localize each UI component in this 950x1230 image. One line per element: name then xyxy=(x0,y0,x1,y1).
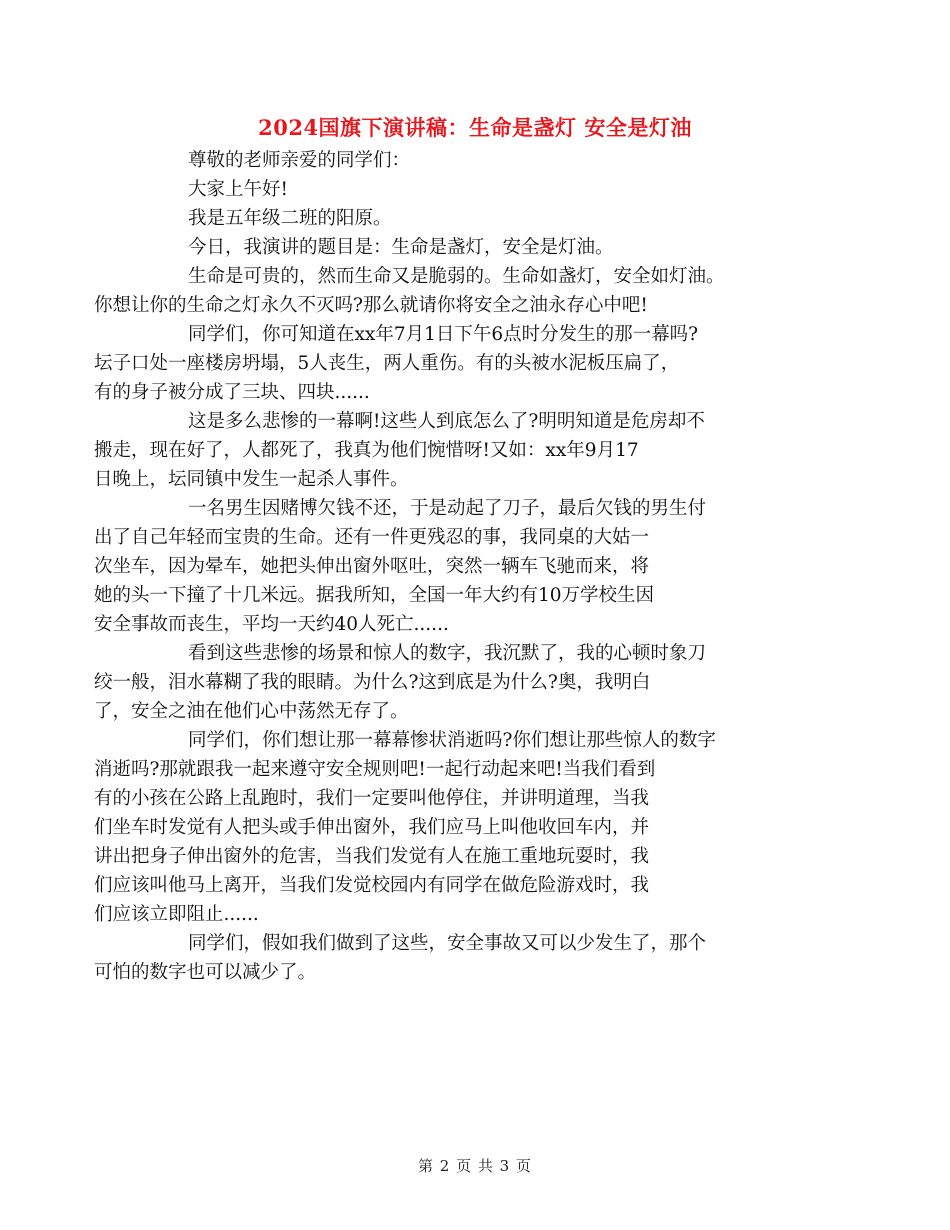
document-title: 2024国旗下演讲稿：生命是盏灯 安全是灯油 xyxy=(258,115,692,140)
text-line: 我是五年级二班的阳原。 xyxy=(188,208,392,229)
paragraph xyxy=(94,320,841,407)
text-line: 出了自己年轻而宝贵的生命。还有一件更残忍的事，我同桌的大姑一 xyxy=(94,527,650,548)
text-line: 同学们，你可知道在xx年7月1日下午6点时分发生的那一幕吗? xyxy=(188,324,699,345)
text-line: 可怕的数字也可以减少了。 xyxy=(94,962,317,983)
text-line: 这是多么悲惨的一幕啊!这些人到底怎么了?明明知道是危房却不 xyxy=(188,411,705,432)
paragraph xyxy=(94,639,841,726)
paragraph xyxy=(94,262,841,320)
text-line: 讲出把身子伸出窗外的危害，当我们发觉有人在施工重地玩耍时，我 xyxy=(94,846,650,867)
text-line: 大家上午好! xyxy=(188,179,288,200)
paragraph xyxy=(141,204,841,233)
text-line: 们应该立即阻止...... xyxy=(94,904,259,925)
text-line: 她的头一下撞了十几米远。据我所知，全国一年大约有10万学校生因 xyxy=(94,585,655,606)
text-line: 看到这些悲惨的场景和惊人的数字，我沉默了，我的心顿时象刀 xyxy=(188,643,707,664)
paragraph xyxy=(94,726,841,929)
text-line: 日晚上，坛同镇中发生一起杀人事件。 xyxy=(94,469,409,490)
paragraph xyxy=(94,494,841,639)
text-line: 次坐车，因为晕车，她把头伸出窗外呕吐，突然一辆车飞驰而来，将 xyxy=(94,556,650,577)
text-line: 一名男生因赌博欠钱不还，于是动起了刀子，最后欠钱的男生付 xyxy=(188,498,707,519)
paragraph xyxy=(141,146,841,175)
text-line: 有的身子被分成了三块、四块...... xyxy=(94,382,370,403)
paragraph xyxy=(141,233,841,262)
text-line: 们坐车时发觉有人把头或手伸出窗外，我们应马上叫他收回车内，并 xyxy=(94,817,650,838)
text-line: 们应该叫他马上离开，当我们发觉校园内有同学在做危险游戏时，我 xyxy=(94,875,650,896)
text-line: 生命是可贵的，然而生命又是脆弱的。生命如盏灯，安全如灯油。 xyxy=(188,266,725,287)
paragraph xyxy=(141,175,841,204)
paragraph xyxy=(94,407,841,494)
text-line: 同学们，假如我们做到了这些，安全事故又可以少发生了，那个 xyxy=(188,933,707,954)
text-line: 坛子口处一座楼房坍塌，5人丧生，两人重伤。有的头被水泥板压扁了， xyxy=(94,353,680,374)
text-line: 尊敬的老师亲爱的同学们： xyxy=(188,150,411,171)
paragraph xyxy=(94,929,841,987)
text-line: 了，安全之油在他们心中荡然无存了。 xyxy=(94,701,409,722)
document-body xyxy=(94,146,841,987)
text-line: 同学们，你们想让那一幕幕惨状消逝吗?你们想让那些惊人的数字 xyxy=(188,730,716,751)
page-footer: 第 2 页 共 3 页 xyxy=(418,1157,532,1175)
text-line: 有的小孩在公路上乱跑时，我们一定要叫他停住，并讲明道理，当我 xyxy=(94,788,650,809)
text-line: 绞一般，泪水幕糊了我的眼睛。为什么?这到底是为什么?奥，我明白 xyxy=(94,672,651,693)
text-line: 你想让你的生命之灯永久不灭吗?那么就请你将安全之油永存心中吧! xyxy=(94,295,648,316)
text-line: 消逝吗?那就跟我一起来遵守安全规则吧!一起行动起来吧!当我们看到 xyxy=(94,759,656,780)
text-line: 搬走，现在好了，人都死了，我真为他们惋惜呀!又如：xx年9月17 xyxy=(94,440,639,461)
text-line: 今日，我演讲的题目是：生命是盏灯，安全是灯油。 xyxy=(188,237,614,258)
text-line: 安全事故而丧生，平均一天约40人死亡...... xyxy=(94,614,449,635)
